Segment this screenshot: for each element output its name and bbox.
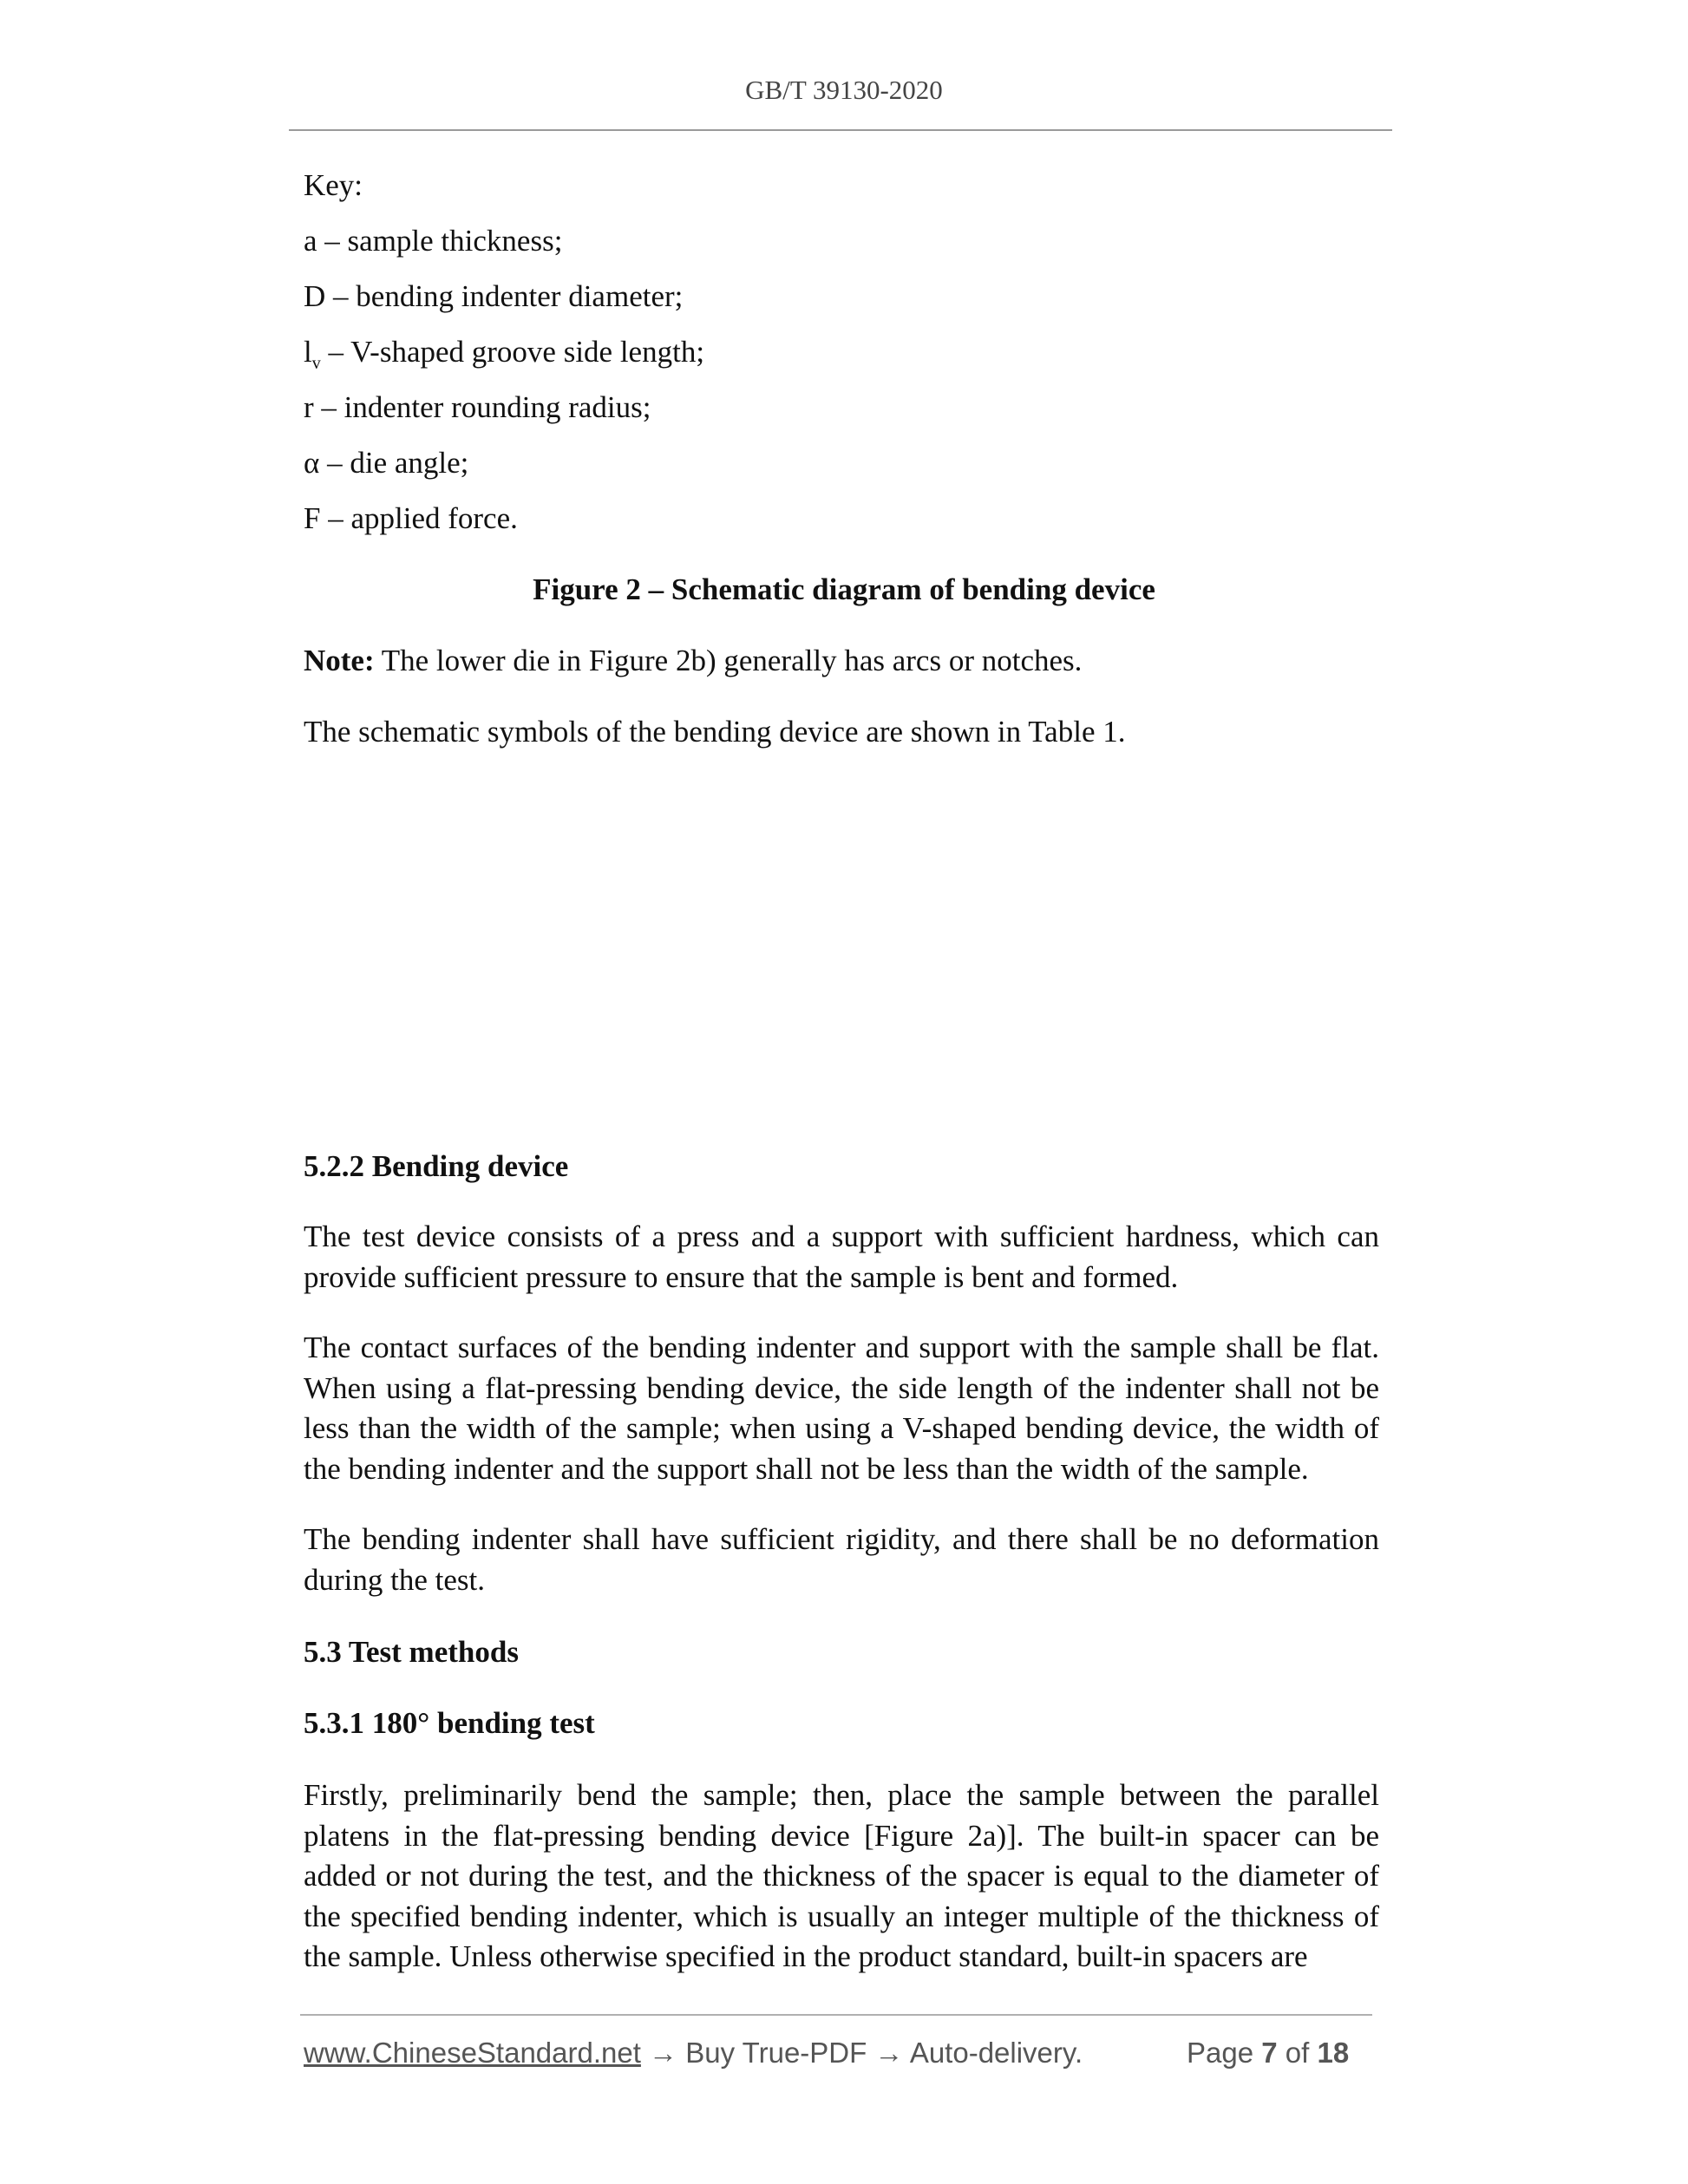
key-symbol: a bbox=[304, 224, 317, 258]
key-item-rounding-radius bbox=[304, 390, 651, 425]
key-description: – applied force. bbox=[320, 501, 518, 535]
document-header: GB/T 39130-2020 bbox=[745, 75, 943, 105]
paragraph-bending-device-2: The contact surfaces of the bending indenter and support with the sample shall be flat. When using a flat-pressing bending device, the side length of the indenter shall not be less than the width of the sample; when using a V-shaped bending device, the width of the bending indenter and the support shall not be less than the width of the sample. bbox=[304, 1331, 1379, 1486]
note-label: Note: bbox=[304, 644, 375, 677]
key-item-indenter-diameter bbox=[304, 279, 683, 314]
key-symbol: l bbox=[304, 335, 312, 369]
key-description: – die angle; bbox=[319, 446, 469, 480]
section-heading-5-3-1: 5.3.1 180° bending test bbox=[304, 1706, 595, 1740]
page-total: 18 bbox=[1317, 2037, 1350, 2069]
key-symbol: α bbox=[304, 446, 320, 480]
page-of-label: of bbox=[1277, 2037, 1318, 2069]
key-item-groove-length bbox=[304, 335, 704, 374]
section-heading-5-2-2: 5.2.2 Bending device bbox=[304, 1149, 569, 1183]
header-divider bbox=[289, 129, 1392, 131]
key-subscript: v bbox=[311, 354, 321, 373]
section-heading-5-3: 5.3 Test methods bbox=[304, 1635, 519, 1669]
paragraph-bending-device-1: The test device consists of a press and a support with sufficient hardness, which can provide sufficient pressure to ensure that the sample is bent and formed. bbox=[304, 1220, 1379, 1294]
page-number: 7 bbox=[1261, 2037, 1278, 2069]
key-item-die-angle bbox=[304, 446, 468, 481]
key-symbol: F bbox=[304, 501, 321, 535]
symbols-paragraph: The schematic symbols of the bending device are shown in Table 1. bbox=[304, 715, 1126, 749]
footer-divider bbox=[300, 2014, 1372, 2016]
key-item-sample-thickness bbox=[304, 224, 562, 258]
key-symbol: D bbox=[304, 279, 326, 313]
key-title: Key: bbox=[304, 168, 363, 202]
page-label: Page bbox=[1187, 2037, 1262, 2069]
footer-links bbox=[304, 2037, 1083, 2070]
key-symbol: r bbox=[304, 390, 314, 424]
note-text: The lower die in Figure 2b) generally has arcs or notches. bbox=[374, 644, 1083, 677]
key-description: – V-shaped groove side length; bbox=[320, 335, 705, 369]
figure-note bbox=[304, 644, 1082, 678]
key-description: – sample thickness; bbox=[317, 224, 563, 258]
paragraph-180-bending-test: Firstly, preliminarily bend the sample; then, place the sample between the parallel platens in the flat-pressing bending device [Figure 2a)]. The built-in spacer can be added or not during the test, and the thickness of the spacer is equal to the diameter of the specified bending indenter, which is usually an integer multiple of the thickness of the sample. Unless otherwise specified in the product standard, built-in spacers are bbox=[304, 1778, 1379, 1973]
key-description: – indenter rounding radius; bbox=[313, 390, 651, 424]
site-link[interactable]: www.ChineseStandard.net bbox=[304, 2037, 641, 2069]
key-description: – bending indenter diameter; bbox=[325, 279, 684, 313]
page-indicator bbox=[1187, 2037, 1349, 2070]
footer-purchase-text: → Buy True-PDF → Auto-delivery. bbox=[640, 2037, 1083, 2069]
paragraph-bending-device-3: The bending indenter shall have sufficient rigidity, and there shall be no deformation during the test. bbox=[304, 1522, 1379, 1597]
figure-caption: Figure 2 – Schematic diagram of bending device bbox=[533, 572, 1155, 606]
key-item-applied-force bbox=[304, 501, 518, 536]
